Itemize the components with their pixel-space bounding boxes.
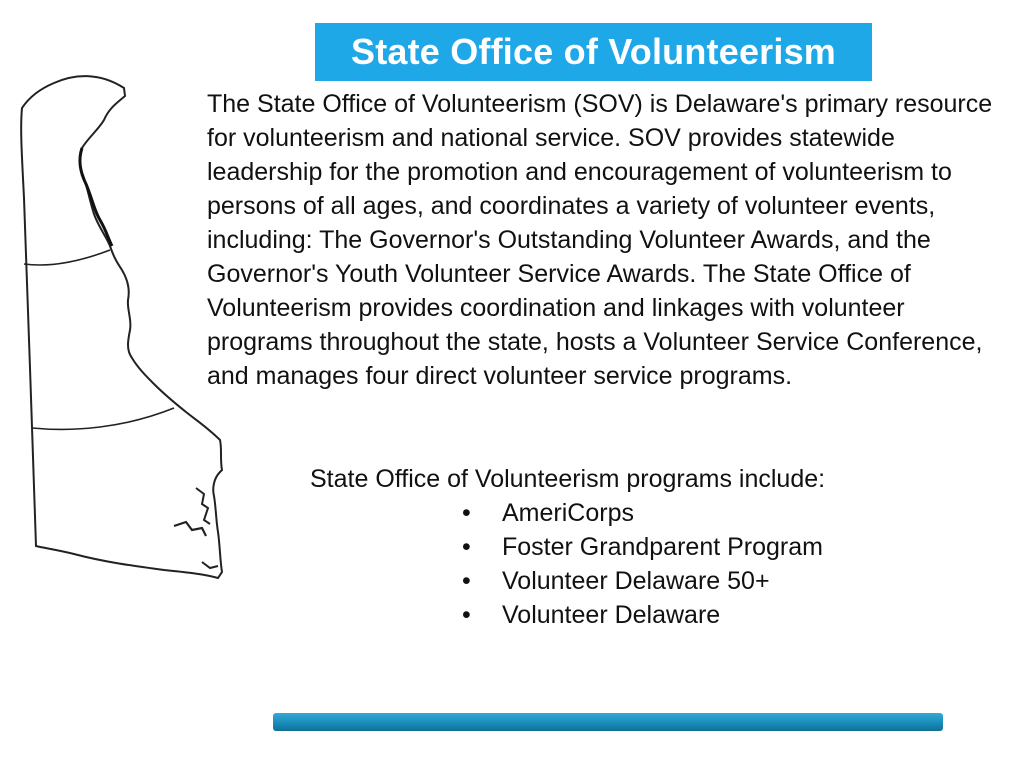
page-title: State Office of Volunteerism xyxy=(350,31,837,72)
bullet-icon: • xyxy=(462,567,471,595)
delaware-map-icon xyxy=(14,68,228,584)
bullet-icon: • xyxy=(462,533,471,561)
program-list xyxy=(310,496,1000,632)
bullet-icon: • xyxy=(462,601,471,629)
sov-description: The State Office of Volunteerism (SOV) is Delaware's primary resource for volunteerism and national service. SOV provides statewide leadership for the promotion and encouragement of volunteerism to persons of all ages, and coordinates a variety of volunteer events, including: The Governor's Outstanding Volunteer Awards, and the Governor's Youth Volunteer Service Awards. The State Office of Volunteerism provides coordination and linkages with volunteer programs throughout the state, hosts a Volunteer Service Conference, and manages four direct volunteer service programs. xyxy=(207,90,993,390)
programs-intro: State Office of Volunteerism programs include: xyxy=(310,465,826,493)
list-item xyxy=(310,530,1000,564)
title-banner xyxy=(315,23,872,81)
program-name: Volunteer Delaware 50+ xyxy=(502,567,770,595)
list-item xyxy=(310,496,1000,530)
program-name: Volunteer Delaware xyxy=(502,601,721,629)
bullet-icon: • xyxy=(462,499,471,527)
footer-accent-bar xyxy=(273,713,943,731)
list-item xyxy=(310,564,1000,598)
program-name: Foster Grandparent Program xyxy=(502,533,823,561)
state-outline xyxy=(21,76,222,578)
programs-section xyxy=(310,462,1000,632)
program-name: AmeriCorps xyxy=(502,499,634,527)
list-item xyxy=(310,598,1000,632)
